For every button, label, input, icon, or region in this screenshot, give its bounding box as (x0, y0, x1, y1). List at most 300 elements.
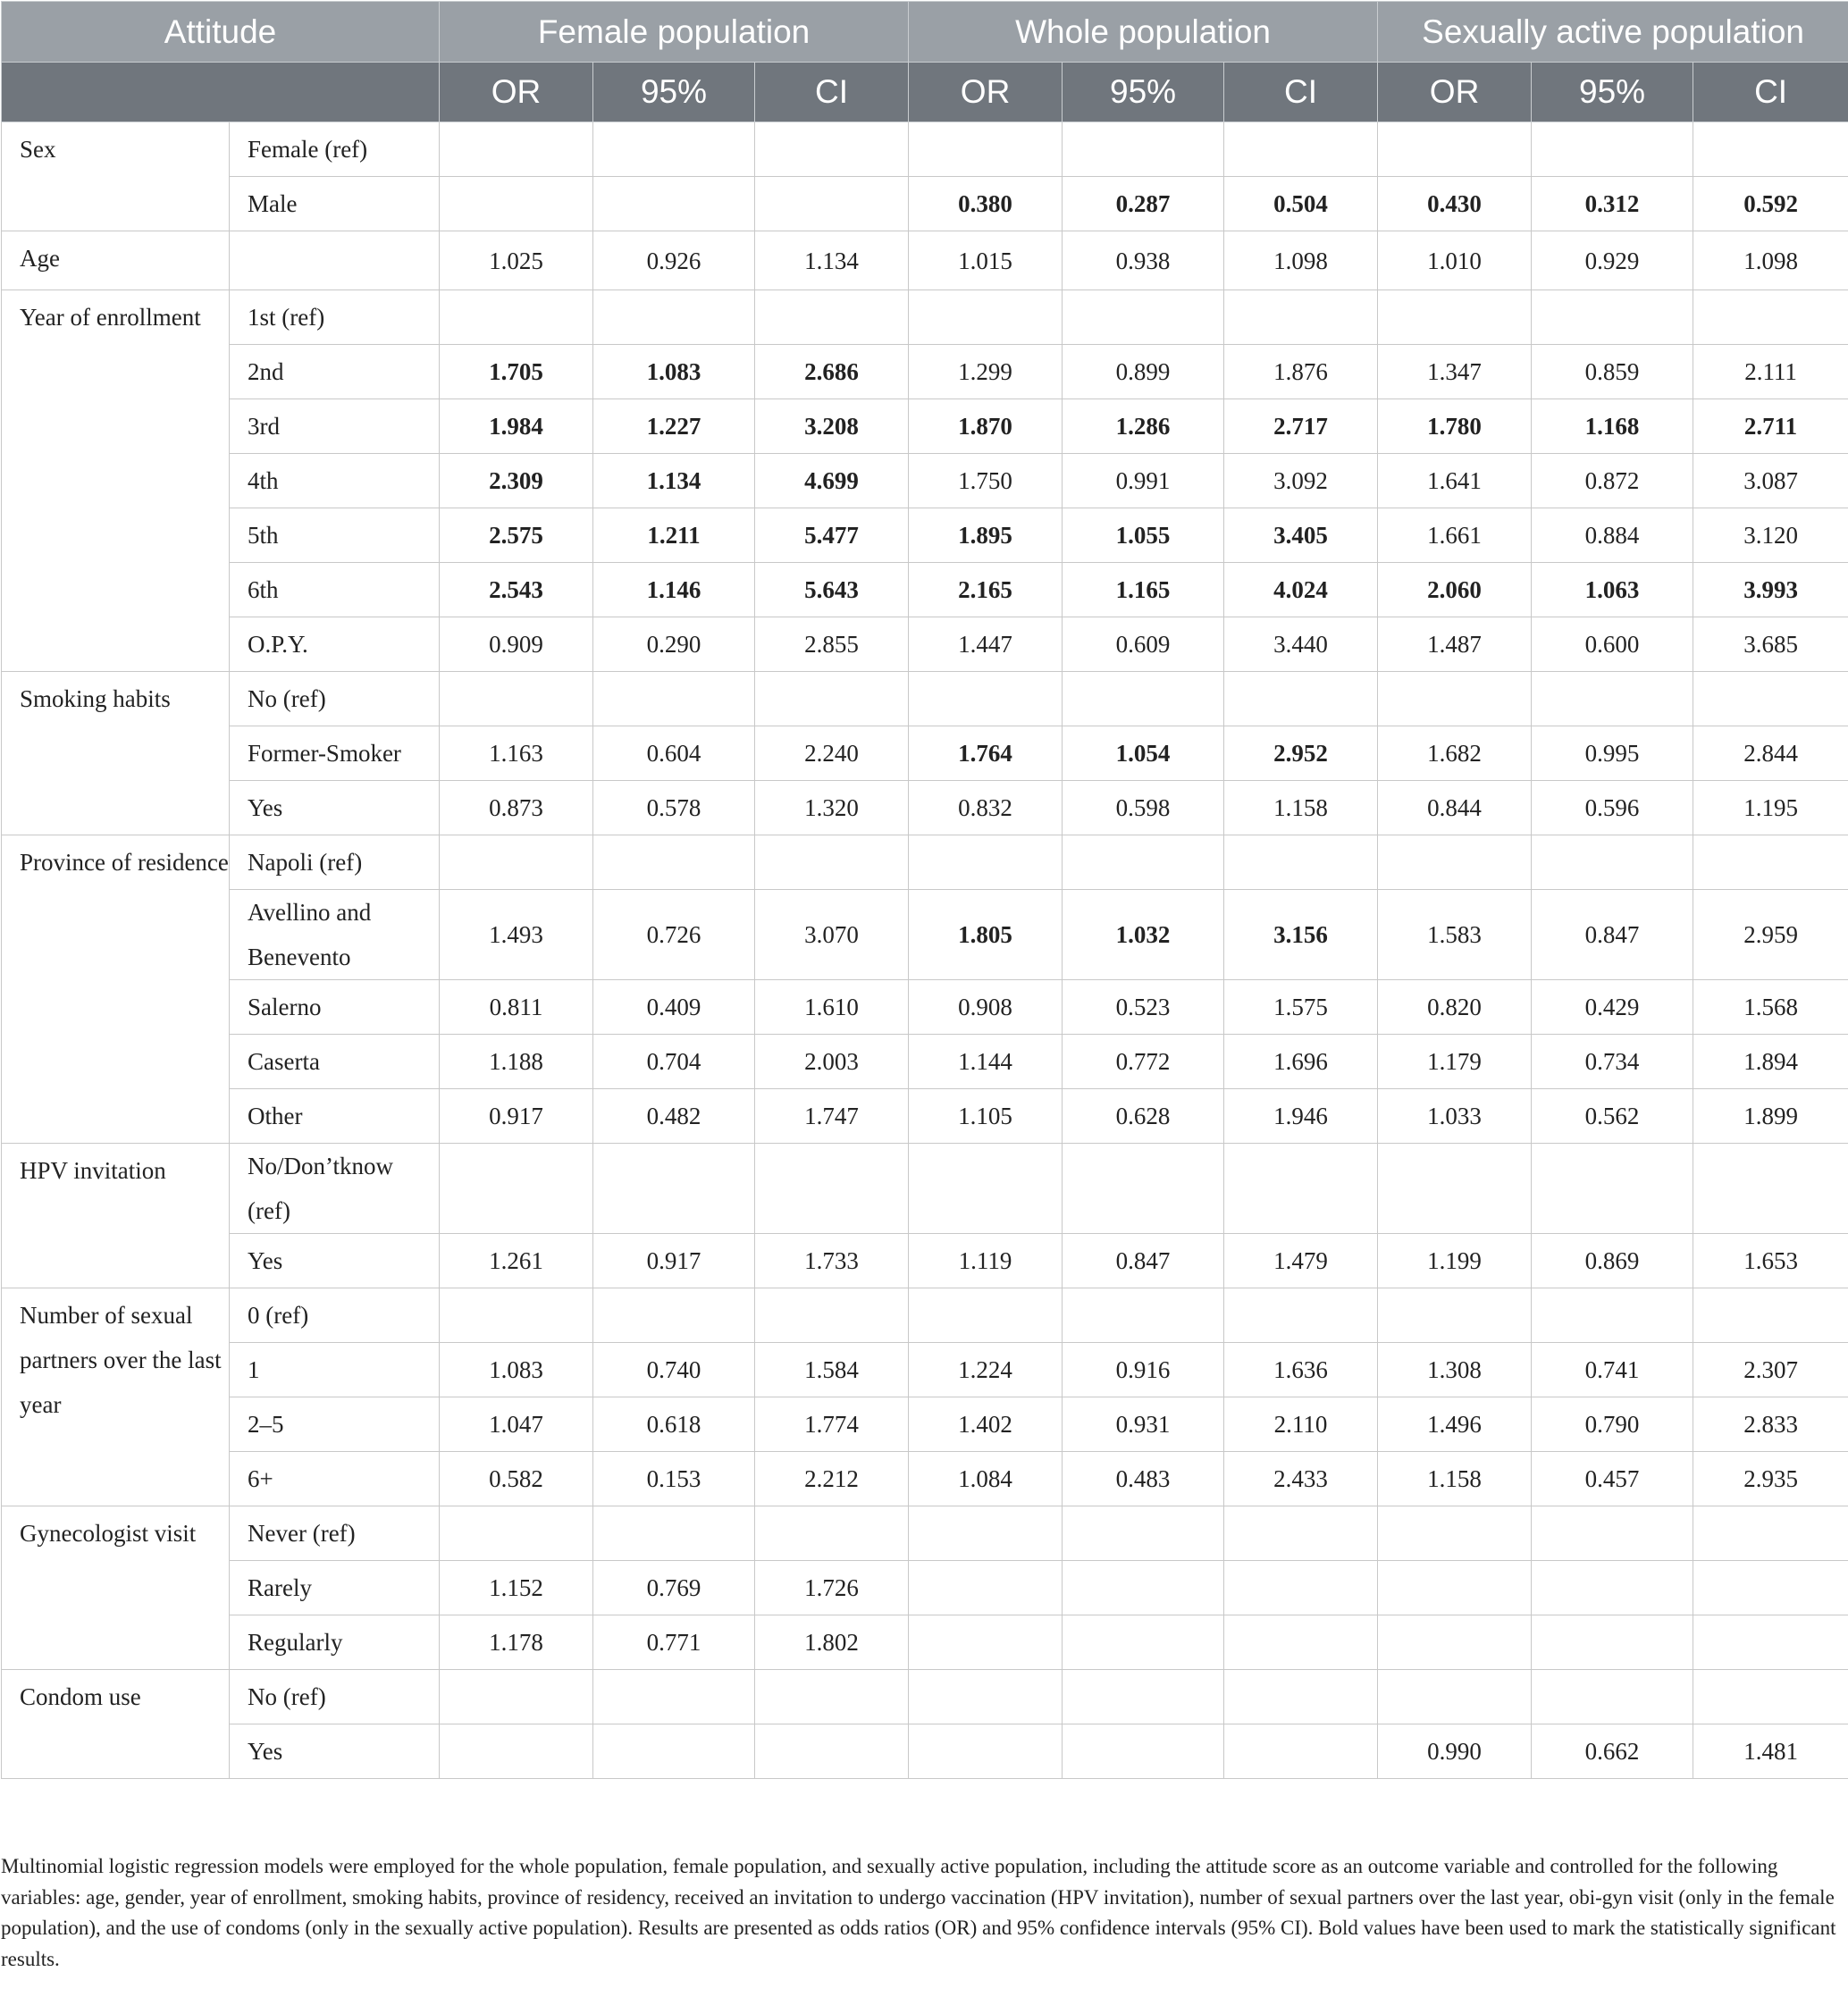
female-ci-low-cell (593, 1144, 755, 1234)
female-or-cell (440, 1724, 593, 1779)
whole-ci-high-cell (1224, 1561, 1378, 1615)
active-or-cell (1378, 1561, 1532, 1615)
female-ci-high-cell: 1.320 (755, 781, 909, 835)
whole-or-cell (909, 290, 1063, 345)
female-ci-high-cell: 2.686 (755, 345, 909, 399)
table-row (2, 177, 1848, 231)
table-row (2, 1724, 1848, 1779)
active-ci-high-cell: 3.087 (1693, 454, 1848, 508)
female-or-cell (440, 1670, 593, 1724)
whole-ci-low-cell (1063, 1724, 1224, 1779)
active-ci-high-cell: 1.195 (1693, 781, 1848, 835)
active-ci-low-cell: 0.790 (1532, 1397, 1693, 1452)
active-ci-low-cell: 0.600 (1532, 617, 1693, 672)
whole-or-cell (909, 1561, 1063, 1615)
table-row (2, 1288, 1848, 1343)
female-ci-high-cell (755, 672, 909, 726)
female-or-header: OR (440, 63, 593, 122)
female-or-cell: 1.188 (440, 1035, 593, 1089)
active-or-cell: 1.661 (1378, 508, 1532, 563)
category-cell: 1st (ref) (230, 290, 440, 345)
whole-or-cell: 0.832 (909, 781, 1063, 835)
female-ci-low-cell: 0.578 (593, 781, 755, 835)
female-ci-low-cell (593, 1288, 755, 1343)
group-header-row (2, 2, 1848, 63)
active-or-cell: 1.780 (1378, 399, 1532, 454)
table-row (2, 781, 1848, 835)
table-row (2, 980, 1848, 1035)
whole-or-cell (909, 1288, 1063, 1343)
category-cell: Caserta (230, 1035, 440, 1089)
active-or-cell: 1.583 (1378, 890, 1532, 980)
table-body (2, 122, 1848, 1779)
active-ci-low-cell (1532, 672, 1693, 726)
whole-ci-high-cell: 3.405 (1224, 508, 1378, 563)
whole-or-cell (909, 835, 1063, 890)
active-ci-low-cell (1532, 1615, 1693, 1670)
active-ci-low-cell: 0.562 (1532, 1089, 1693, 1144)
active-ci-high-cell: 3.685 (1693, 617, 1848, 672)
whole-ci-high-cell: 3.440 (1224, 617, 1378, 672)
female-ci-low-cell: 0.726 (593, 890, 755, 980)
whole-ci-high-cell: 2.717 (1224, 399, 1378, 454)
female-ci-low-cell (593, 1506, 755, 1561)
active-or-cell (1378, 1288, 1532, 1343)
female-ci-high-cell: 2.240 (755, 726, 909, 781)
whole-ci-low-cell (1063, 1561, 1224, 1615)
sexually-active-population-header: Sexually active population (1378, 2, 1848, 63)
female-ci-low-cell: 0.926 (593, 231, 755, 290)
sub-header-row (2, 63, 1848, 122)
whole-or-cell: 1.895 (909, 508, 1063, 563)
whole-ci-low-cell: 1.165 (1063, 563, 1224, 617)
category-cell: Yes (230, 1724, 440, 1779)
table-row (2, 1615, 1848, 1670)
female-ci-low-cell: 1.083 (593, 345, 755, 399)
table-row (2, 1144, 1848, 1234)
active-or-cell (1378, 1615, 1532, 1670)
female-95-header: 95% (593, 63, 755, 122)
whole-ci-header: CI (1224, 63, 1378, 122)
whole-ci-high-cell: 1.158 (1224, 781, 1378, 835)
whole-ci-high-cell (1224, 672, 1378, 726)
whole-ci-low-cell: 0.847 (1063, 1234, 1224, 1288)
female-ci-high-cell: 1.134 (755, 231, 909, 290)
blank-sub-header (2, 63, 440, 122)
whole-ci-high-cell: 1.479 (1224, 1234, 1378, 1288)
category-cell: Never (ref) (230, 1506, 440, 1561)
active-or-cell: 0.990 (1378, 1724, 1532, 1779)
variable-cell: Year of enrollment (2, 290, 230, 672)
female-ci-low-cell: 0.769 (593, 1561, 755, 1615)
table-row (2, 1343, 1848, 1397)
female-or-cell: 1.083 (440, 1343, 593, 1397)
variable-cell: Province of residence (2, 835, 230, 1144)
whole-ci-low-cell: 1.032 (1063, 890, 1224, 980)
whole-or-cell (909, 1724, 1063, 1779)
category-cell: Regularly (230, 1615, 440, 1670)
active-ci-low-cell (1532, 290, 1693, 345)
whole-ci-high-cell: 1.575 (1224, 980, 1378, 1035)
table-row (2, 563, 1848, 617)
whole-or-cell (909, 1670, 1063, 1724)
variable-cell: Gynecologist visit (2, 1506, 230, 1670)
table-row (2, 454, 1848, 508)
table-row (2, 890, 1848, 980)
table-row (2, 1452, 1848, 1506)
attitude-header: Attitude (2, 2, 440, 63)
table-row (2, 1506, 1848, 1561)
female-or-cell (440, 177, 593, 231)
female-ci-low-cell: 0.917 (593, 1234, 755, 1288)
female-ci-low-cell: 0.153 (593, 1452, 755, 1506)
active-ci-high-cell: 2.111 (1693, 345, 1848, 399)
female-ci-low-cell (593, 1724, 755, 1779)
female-ci-low-cell: 0.409 (593, 980, 755, 1035)
female-or-cell: 1.047 (440, 1397, 593, 1452)
whole-ci-high-cell (1224, 290, 1378, 345)
active-or-header: OR (1378, 63, 1532, 122)
active-or-cell (1378, 1144, 1532, 1234)
active-95-header: 95% (1532, 63, 1693, 122)
active-ci-high-cell: 1.481 (1693, 1724, 1848, 1779)
whole-ci-low-cell: 0.609 (1063, 617, 1224, 672)
whole-population-header: Whole population (909, 2, 1378, 63)
female-or-cell: 1.261 (440, 1234, 593, 1288)
whole-ci-high-cell: 1.946 (1224, 1089, 1378, 1144)
active-ci-low-cell: 0.741 (1532, 1343, 1693, 1397)
active-or-cell (1378, 1506, 1532, 1561)
active-ci-low-cell (1532, 835, 1693, 890)
female-or-cell: 2.543 (440, 563, 593, 617)
active-ci-low-cell: 0.869 (1532, 1234, 1693, 1288)
variable-cell: Age (2, 231, 230, 290)
table-row (2, 122, 1848, 177)
whole-ci-low-cell (1063, 1615, 1224, 1670)
whole-or-cell: 2.165 (909, 563, 1063, 617)
active-ci-low-cell (1532, 1144, 1693, 1234)
active-ci-low-cell (1532, 1506, 1693, 1561)
whole-ci-high-cell (1224, 1724, 1378, 1779)
whole-ci-low-cell (1063, 1506, 1224, 1561)
whole-ci-low-cell: 0.628 (1063, 1089, 1224, 1144)
active-ci-high-cell: 0.592 (1693, 177, 1848, 231)
whole-ci-low-cell (1063, 835, 1224, 890)
whole-95-header: 95% (1063, 63, 1224, 122)
whole-ci-high-cell: 3.092 (1224, 454, 1378, 508)
whole-ci-high-cell: 2.110 (1224, 1397, 1378, 1452)
category-cell: 3rd (230, 399, 440, 454)
female-or-cell: 1.705 (440, 345, 593, 399)
active-or-cell: 1.641 (1378, 454, 1532, 508)
active-ci-high-cell (1693, 1288, 1848, 1343)
active-or-cell: 1.682 (1378, 726, 1532, 781)
whole-ci-low-cell (1063, 122, 1224, 177)
whole-ci-low-cell (1063, 1144, 1224, 1234)
female-ci-high-cell (755, 290, 909, 345)
whole-ci-high-cell: 2.433 (1224, 1452, 1378, 1506)
whole-ci-high-cell (1224, 1506, 1378, 1561)
active-ci-high-cell: 2.844 (1693, 726, 1848, 781)
active-ci-low-cell: 0.847 (1532, 890, 1693, 980)
female-or-cell: 2.575 (440, 508, 593, 563)
table-row (2, 508, 1848, 563)
active-or-cell (1378, 290, 1532, 345)
whole-ci-high-cell: 1.876 (1224, 345, 1378, 399)
active-ci-low-cell: 0.859 (1532, 345, 1693, 399)
active-ci-low-cell (1532, 122, 1693, 177)
whole-ci-low-cell: 1.054 (1063, 726, 1224, 781)
whole-ci-high-cell: 1.098 (1224, 231, 1378, 290)
female-ci-high-cell (755, 1724, 909, 1779)
whole-ci-high-cell (1224, 1288, 1378, 1343)
active-ci-low-cell: 0.662 (1532, 1724, 1693, 1779)
table-row (2, 1397, 1848, 1452)
active-ci-high-cell (1693, 1670, 1848, 1724)
whole-or-cell: 1.144 (909, 1035, 1063, 1089)
female-ci-high-cell (755, 1506, 909, 1561)
category-cell: 4th (230, 454, 440, 508)
active-ci-high-cell: 2.307 (1693, 1343, 1848, 1397)
female-ci-high-cell (755, 835, 909, 890)
variable-cell: HPV invitation (2, 1144, 230, 1288)
category-cell: Yes (230, 1234, 440, 1288)
active-ci-low-cell: 0.929 (1532, 231, 1693, 290)
category-cell: Other (230, 1089, 440, 1144)
active-or-cell: 2.060 (1378, 563, 1532, 617)
active-or-cell: 1.308 (1378, 1343, 1532, 1397)
whole-or-cell: 0.908 (909, 980, 1063, 1035)
female-ci-low-cell: 0.771 (593, 1615, 755, 1670)
active-ci-low-cell: 0.457 (1532, 1452, 1693, 1506)
female-or-cell: 0.811 (440, 980, 593, 1035)
female-or-cell: 1.178 (440, 1615, 593, 1670)
category-cell: Avellino and Benevento (230, 890, 440, 980)
table-footnote: Multinomial logistic regression models were employed for the whole population, female population, and sexually active population, including the attitude score as an outcome variable and controlled for the following variables: age, gender, year of enrollment, smoking habits, province of residency, received an invitation to undergo vaccination (HPV invitation), number of sexual partners over the last year, obi-gyn visit (only in the female population), and the use of condoms (only in the sexually active population). Results are presented as odds ratios (OR) and 95% confidence intervals (95% CI). Bold values have been used to mark the statistically significant results. (1, 1855, 1836, 1970)
active-ci-high-cell: 2.711 (1693, 399, 1848, 454)
active-ci-high-cell (1693, 122, 1848, 177)
whole-or-cell (909, 122, 1063, 177)
table-row (2, 672, 1848, 726)
whole-or-cell: 1.402 (909, 1397, 1063, 1452)
active-ci-low-cell (1532, 1288, 1693, 1343)
active-or-cell (1378, 835, 1532, 890)
category-cell: 2nd (230, 345, 440, 399)
female-ci-high-cell (755, 1144, 909, 1234)
active-or-cell: 1.496 (1378, 1397, 1532, 1452)
female-or-cell: 0.873 (440, 781, 593, 835)
active-ci-low-cell: 0.596 (1532, 781, 1693, 835)
active-ci-low-cell (1532, 1561, 1693, 1615)
active-ci-high-cell (1693, 835, 1848, 890)
category-cell: No (ref) (230, 1670, 440, 1724)
whole-ci-low-cell: 1.286 (1063, 399, 1224, 454)
table-row (2, 290, 1848, 345)
active-ci-high-cell: 3.993 (1693, 563, 1848, 617)
female-ci-high-cell: 1.610 (755, 980, 909, 1035)
active-ci-high-cell: 2.959 (1693, 890, 1848, 980)
whole-ci-low-cell (1063, 1288, 1224, 1343)
active-ci-high-cell: 1.098 (1693, 231, 1848, 290)
female-ci-high-cell: 2.212 (755, 1452, 909, 1506)
table-row (2, 399, 1848, 454)
female-ci-low-cell (593, 1670, 755, 1724)
whole-or-cell: 1.224 (909, 1343, 1063, 1397)
female-ci-high-cell (755, 122, 909, 177)
whole-or-cell: 1.750 (909, 454, 1063, 508)
female-ci-low-cell (593, 177, 755, 231)
whole-or-cell: 1.764 (909, 726, 1063, 781)
active-ci-low-cell: 0.884 (1532, 508, 1693, 563)
active-ci-high-cell: 2.833 (1693, 1397, 1848, 1452)
female-ci-low-cell: 1.211 (593, 508, 755, 563)
female-ci-high-cell: 3.208 (755, 399, 909, 454)
female-or-cell: 0.917 (440, 1089, 593, 1144)
whole-ci-high-cell: 0.504 (1224, 177, 1378, 231)
whole-ci-high-cell (1224, 1670, 1378, 1724)
female-population-header: Female population (440, 2, 909, 63)
active-or-cell: 1.487 (1378, 617, 1532, 672)
whole-or-cell: 0.380 (909, 177, 1063, 231)
female-ci-high-cell (755, 1670, 909, 1724)
table-row (2, 1670, 1848, 1724)
variable-cell: Smoking habits (2, 672, 230, 835)
whole-or-cell (909, 1144, 1063, 1234)
category-cell: Rarely (230, 1561, 440, 1615)
active-ci-high-cell: 1.653 (1693, 1234, 1848, 1288)
category-cell: 1 (230, 1343, 440, 1397)
variable-cell: Condom use (2, 1670, 230, 1779)
active-ci-high-cell (1693, 1506, 1848, 1561)
whole-ci-low-cell (1063, 290, 1224, 345)
variable-cell: Sex (2, 122, 230, 231)
female-ci-high-cell: 5.477 (755, 508, 909, 563)
whole-ci-low-cell: 0.991 (1063, 454, 1224, 508)
active-ci-high-cell (1693, 1144, 1848, 1234)
female-ci-high-cell: 4.699 (755, 454, 909, 508)
whole-ci-high-cell: 1.636 (1224, 1343, 1378, 1397)
category-cell: Yes (230, 781, 440, 835)
active-or-cell: 1.010 (1378, 231, 1532, 290)
category-cell (230, 231, 440, 290)
active-ci-header: CI (1693, 63, 1848, 122)
table-row (2, 1089, 1848, 1144)
whole-or-cell: 1.015 (909, 231, 1063, 290)
female-or-cell (440, 1288, 593, 1343)
active-ci-low-cell (1532, 1670, 1693, 1724)
active-ci-high-cell: 2.935 (1693, 1452, 1848, 1506)
female-ci-low-cell (593, 290, 755, 345)
female-ci-high-cell: 1.733 (755, 1234, 909, 1288)
table-row (2, 835, 1848, 890)
category-cell: 2–5 (230, 1397, 440, 1452)
active-or-cell: 0.844 (1378, 781, 1532, 835)
whole-ci-low-cell: 0.287 (1063, 177, 1224, 231)
active-ci-high-cell: 1.894 (1693, 1035, 1848, 1089)
female-or-cell (440, 122, 593, 177)
female-or-cell (440, 835, 593, 890)
whole-ci-high-cell (1224, 835, 1378, 890)
active-ci-high-cell (1693, 672, 1848, 726)
active-ci-high-cell: 3.120 (1693, 508, 1848, 563)
category-cell: O.P.Y. (230, 617, 440, 672)
whole-or-cell: 1.119 (909, 1234, 1063, 1288)
female-ci-high-cell: 3.070 (755, 890, 909, 980)
female-or-cell (440, 1144, 593, 1234)
female-or-cell: 1.025 (440, 231, 593, 290)
category-cell: Female (ref) (230, 122, 440, 177)
active-ci-high-cell (1693, 1561, 1848, 1615)
whole-ci-high-cell (1224, 1615, 1378, 1670)
female-or-cell: 1.152 (440, 1561, 593, 1615)
active-ci-high-cell (1693, 1615, 1848, 1670)
whole-ci-low-cell: 0.772 (1063, 1035, 1224, 1089)
whole-or-cell: 1.105 (909, 1089, 1063, 1144)
active-ci-low-cell: 1.168 (1532, 399, 1693, 454)
table-row (2, 1561, 1848, 1615)
table-row (2, 617, 1848, 672)
whole-or-cell: 1.870 (909, 399, 1063, 454)
female-or-cell (440, 672, 593, 726)
active-or-cell (1378, 122, 1532, 177)
active-or-cell: 1.199 (1378, 1234, 1532, 1288)
female-ci-high-cell: 1.584 (755, 1343, 909, 1397)
whole-ci-low-cell: 0.931 (1063, 1397, 1224, 1452)
female-ci-high-cell (755, 1288, 909, 1343)
whole-or-cell (909, 1506, 1063, 1561)
active-or-cell (1378, 672, 1532, 726)
table-row (2, 231, 1848, 290)
female-or-cell (440, 1506, 593, 1561)
active-ci-high-cell: 1.899 (1693, 1089, 1848, 1144)
female-ci-header: CI (755, 63, 909, 122)
female-ci-low-cell: 0.290 (593, 617, 755, 672)
female-or-cell: 1.984 (440, 399, 593, 454)
whole-ci-low-cell: 0.523 (1063, 980, 1224, 1035)
active-ci-low-cell: 0.312 (1532, 177, 1693, 231)
active-or-cell (1378, 1670, 1532, 1724)
female-ci-high-cell: 1.802 (755, 1615, 909, 1670)
female-ci-high-cell: 1.726 (755, 1561, 909, 1615)
whole-or-cell: 1.805 (909, 890, 1063, 980)
variable-cell: Number of sexual partners over the last year (2, 1288, 230, 1506)
female-ci-high-cell: 1.747 (755, 1089, 909, 1144)
female-ci-high-cell: 5.643 (755, 563, 909, 617)
active-ci-low-cell: 0.872 (1532, 454, 1693, 508)
female-ci-low-cell: 0.704 (593, 1035, 755, 1089)
female-ci-high-cell: 1.774 (755, 1397, 909, 1452)
regression-table (1, 1, 1848, 1779)
female-ci-low-cell: 1.146 (593, 563, 755, 617)
category-cell: Salerno (230, 980, 440, 1035)
whole-ci-high-cell (1224, 122, 1378, 177)
female-ci-low-cell: 0.740 (593, 1343, 755, 1397)
active-or-cell: 1.158 (1378, 1452, 1532, 1506)
whole-ci-high-cell: 2.952 (1224, 726, 1378, 781)
whole-ci-low-cell (1063, 1670, 1224, 1724)
female-or-cell (440, 290, 593, 345)
female-ci-low-cell (593, 672, 755, 726)
female-ci-high-cell (755, 177, 909, 231)
whole-ci-high-cell: 4.024 (1224, 563, 1378, 617)
whole-or-cell: 1.447 (909, 617, 1063, 672)
category-cell: 6th (230, 563, 440, 617)
whole-ci-high-cell: 3.156 (1224, 890, 1378, 980)
whole-or-cell (909, 1615, 1063, 1670)
whole-or-cell (909, 672, 1063, 726)
category-cell: 0 (ref) (230, 1288, 440, 1343)
active-or-cell: 0.430 (1378, 177, 1532, 231)
